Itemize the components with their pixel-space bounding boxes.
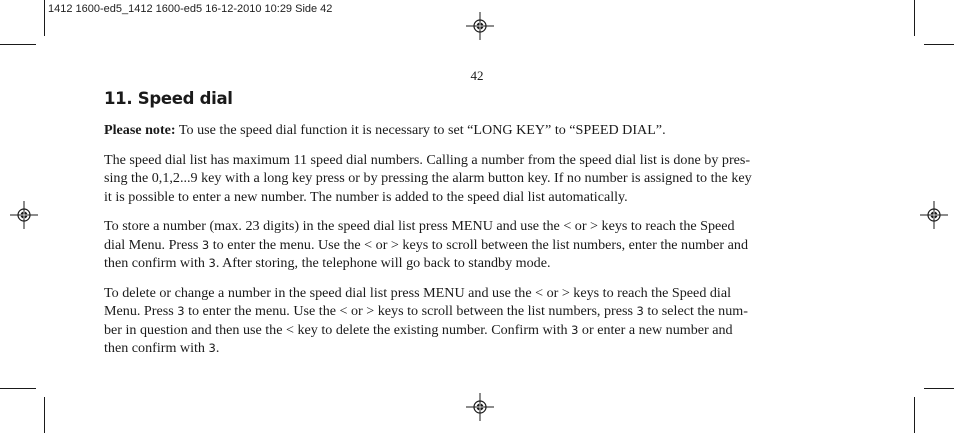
- ok-key-icon: 3: [201, 237, 210, 252]
- ok-key-icon: 3: [208, 341, 216, 355]
- text-line: dial Menu. Press 3 to enter the menu. Use the < or > keys to scroll between the list numbers, enter the number and: [104, 236, 748, 253]
- section-title: 11. Speed dial: [104, 89, 233, 108]
- ok-key-icon: 3: [177, 304, 185, 318]
- ok-key-icon: 3: [571, 322, 579, 337]
- crop-mark-top-left-vertical: [44, 0, 45, 36]
- text-line: ber in question and then use the < key to delete the existing number. Confirm with 3 or enter a new number and: [104, 321, 733, 338]
- ok-key-icon: 3: [208, 256, 216, 270]
- crop-mark-bottom-left-vertical: [44, 397, 45, 433]
- crop-mark-top-right-horizontal: [924, 44, 954, 45]
- text-line: then confirm with 3. After storing, the telephone will go back to standby mode.: [104, 255, 551, 271]
- text-line: The speed dial list has maximum 11 speed dial numbers. Calling a number from the speed dial list is done by pres-: [104, 151, 751, 168]
- paragraph-store-number: [104, 217, 856, 273]
- ok-key-icon: 3: [636, 304, 644, 318]
- note-text: To use the speed dial function it is necessary to set “LONG KEY” to “SPEED DIAL”.: [175, 122, 666, 138]
- registration-mark-top-icon: [466, 12, 494, 40]
- crop-mark-top-left-horizontal: [0, 44, 36, 45]
- crop-mark-top-right-vertical: [914, 0, 915, 36]
- registration-mark-right-icon: [920, 201, 948, 229]
- registration-mark-bottom-icon: [466, 393, 494, 421]
- text-line: sing the 0,1,2...9 key with a long key press or by pressing the alarm button key. If no number is assigned to the key: [104, 170, 752, 186]
- crop-mark-bottom-right-vertical: [914, 397, 915, 433]
- note-paragraph: [104, 121, 856, 140]
- text-line: To store a number (max. 23 digits) in the speed dial list press MENU and use the < or > keys to reach the Speed: [104, 218, 735, 234]
- paragraph-speed-dial-list: [104, 151, 856, 207]
- body-text: [104, 121, 856, 369]
- text-line: then confirm with 3.: [104, 340, 220, 356]
- text-line: it is possible to enter a new number. The number is added to the speed dial list automatically.: [104, 188, 628, 205]
- crop-mark-bottom-left-horizontal: [0, 388, 36, 389]
- text-line: To delete or change a number in the speed dial list press MENU and use the < or > keys to reach the Speed dial: [104, 284, 732, 301]
- crop-mark-bottom-right-horizontal: [924, 388, 954, 389]
- text-line: Menu. Press 3 to enter the menu. Use the < or > keys to scroll between the list numbers, press 3 to select the num-: [104, 303, 748, 319]
- paragraph-delete-number: [104, 284, 856, 358]
- note-label: Please note:: [104, 122, 176, 138]
- page-number: 42: [470, 68, 484, 83]
- registration-mark-left-icon: [10, 201, 38, 229]
- print-slug: 1412 1600-ed5_1412 1600-ed5 16-12-2010 10:29 Side 42: [48, 3, 333, 15]
